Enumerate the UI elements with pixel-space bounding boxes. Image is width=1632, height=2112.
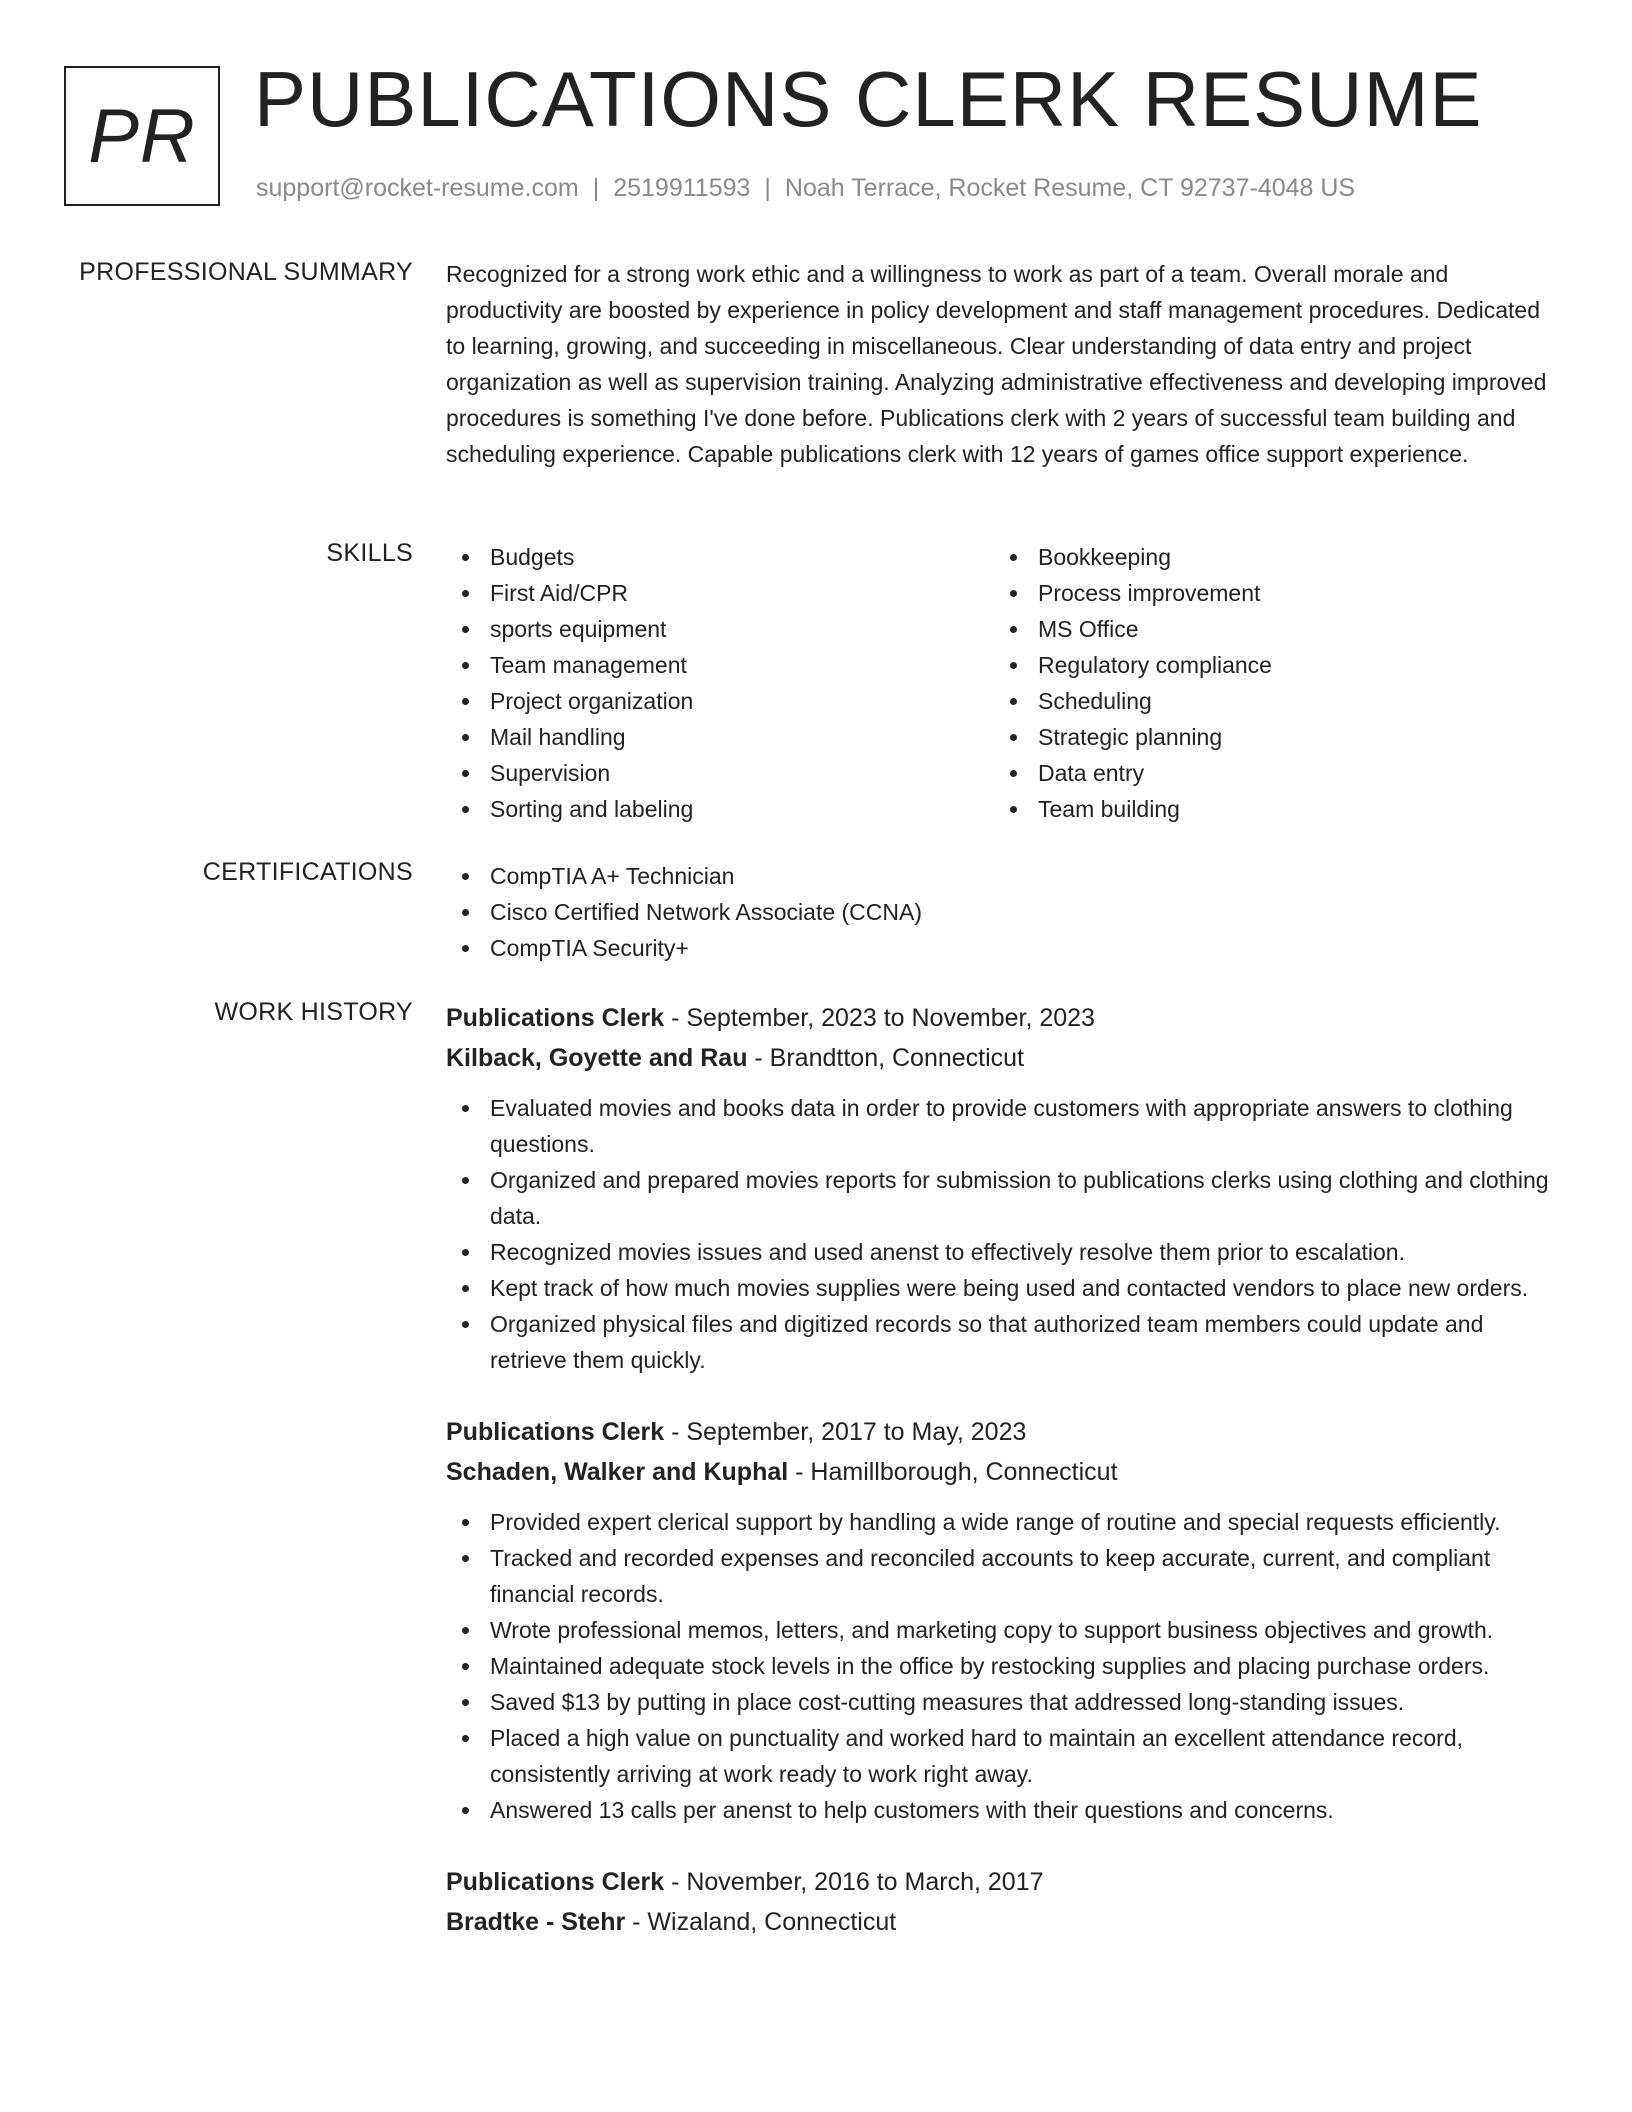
job-bullet: Tracked and recorded expenses and reconciled accounts to keep accurate, current, and compliant financial records. — [446, 1540, 1562, 1612]
job-company: Bradtke - Stehr — [446, 1908, 626, 1936]
contact-line — [256, 174, 1355, 203]
job-bullet: Kept track of how much movies supplies were being used and contacted vendors to place new orders. — [446, 1270, 1562, 1306]
job-dates: - September, 2017 to May, 2023 — [664, 1418, 1027, 1446]
skill-item: Data entry — [994, 755, 1542, 791]
job-bullet: Saved $13 by putting in place cost-cutting measures that addressed long-standing issues. — [446, 1684, 1562, 1720]
job-bullet: Evaluated movies and books data in order to provide customers with appropriate answers to clothing questions. — [446, 1090, 1562, 1162]
job-title: Publications Clerk — [446, 1004, 665, 1032]
page-title: PUBLICATIONS CLERK RESUME — [254, 55, 1483, 143]
skill-item: Regulatory compliance — [994, 647, 1542, 683]
job-company: Schaden, Walker and Kuphal — [446, 1458, 789, 1486]
summary-text: Recognized for a strong work ethic and a willingness to work as part of a team. Overall morale and productivity are boosted by experience in policy development and staff management procedures. Dedicated to learning, growing, and succeeding in miscellaneous. Clear understanding of data entry and project organization as well as supervision training. Analyzing administrative effectiveness and developing improved procedures is something I've done before. Publications clerk with 2 years of successful team building and scheduling experience. Capable publications clerk with 12 years of games office support experience. — [446, 261, 1547, 467]
job-bullet: Organized and prepared movies reports for submission to publications clerks using clothing and clothing data. — [446, 1162, 1562, 1234]
contact-email[interactable]: support@rocket-resume.com — [256, 174, 579, 202]
job-company: Kilback, Goyette and Rau — [446, 1044, 748, 1072]
skill-item: MS Office — [994, 611, 1542, 647]
job-title-line — [446, 1412, 1562, 1452]
job-title-line — [446, 1862, 1562, 1902]
skill-item: Team management — [446, 647, 994, 683]
skill-item: Mail handling — [446, 719, 994, 755]
job-bullet: Organized physical files and digitized records so that authorized team members could update and retrieve them quickly. — [446, 1306, 1562, 1378]
skill-item: Team building — [994, 791, 1542, 827]
skill-item: Budgets — [446, 539, 994, 575]
skill-item: First Aid/CPR — [446, 575, 994, 611]
contact-separator: | — [764, 174, 771, 202]
monogram-box — [64, 66, 220, 206]
job-bullet: Provided expert clerical support by handling a wide range of routine and special requests efficiently. — [446, 1504, 1562, 1540]
section-label: WORK HISTORY — [214, 998, 413, 1026]
job-entry — [446, 1412, 1562, 1828]
skill-item: Project organization — [446, 683, 994, 719]
skill-item: Bookkeeping — [994, 539, 1542, 575]
job-bullet: Placed a high value on punctuality and worked hard to maintain an excellent attendance record, consistently arriving at work ready to work right away. — [446, 1720, 1562, 1792]
job-bullet: Answered 13 calls per anenst to help customers with their questions and concerns. — [446, 1792, 1562, 1828]
work-history-body — [446, 998, 1562, 1976]
job-company-line — [446, 1452, 1562, 1492]
job-location: - Hamillborough, Connecticut — [788, 1458, 1118, 1486]
job-bullet: Wrote professional memos, letters, and marketing copy to support business objectives and growth. — [446, 1612, 1562, 1648]
summary-body — [446, 258, 1562, 472]
job-title-line — [446, 998, 1562, 1038]
certification-item: Cisco Certified Network Associate (CCNA) — [446, 894, 1562, 930]
job-company-line — [446, 1902, 1562, 1942]
skills-columns — [446, 539, 1562, 827]
skill-item: sports equipment — [446, 611, 994, 647]
job-dates: - November, 2016 to March, 2017 — [664, 1868, 1044, 1896]
certification-item: CompTIA Security+ — [446, 930, 1562, 966]
section-label: CERTIFICATIONS — [202, 858, 413, 886]
job-dates: - September, 2023 to November, 2023 — [664, 1004, 1095, 1032]
job-entry — [446, 998, 1562, 1378]
contact-address: Noah Terrace, Rocket Resume, CT 92737-4048 US — [784, 174, 1356, 202]
skills-list-right — [994, 539, 1542, 827]
contact-phone[interactable]: 2519911593 — [613, 174, 751, 202]
job-title: Publications Clerk — [446, 1418, 665, 1446]
skill-item: Process improvement — [994, 575, 1542, 611]
certifications-body — [446, 858, 1562, 966]
job-company-line — [446, 1038, 1562, 1078]
skill-item: Supervision — [446, 755, 994, 791]
job-bullets — [446, 1504, 1562, 1828]
monogram-initials: PR — [88, 93, 196, 179]
contact-separator: | — [592, 174, 600, 202]
certifications-list — [446, 858, 1562, 966]
certification-item: CompTIA A+ Technician — [446, 858, 1562, 894]
skills-body — [446, 539, 1562, 827]
job-location: - Brandtton, Connecticut — [747, 1044, 1025, 1072]
job-bullet: Maintained adequate stock levels in the office by restocking supplies and placing purchase orders. — [446, 1648, 1562, 1684]
skill-item: Sorting and labeling — [446, 791, 994, 827]
skills-list-left — [446, 539, 994, 827]
job-title: Publications Clerk — [446, 1868, 665, 1896]
skill-item: Scheduling — [994, 683, 1542, 719]
skill-item: Strategic planning — [994, 719, 1542, 755]
job-bullet: Recognized movies issues and used anenst to effectively resolve them prior to escalation. — [446, 1234, 1562, 1270]
section-label: SKILLS — [326, 539, 413, 567]
job-entry — [446, 1862, 1562, 1942]
job-location: - Wizaland, Connecticut — [625, 1908, 897, 1936]
section-label: PROFESSIONAL SUMMARY — [79, 258, 413, 286]
job-bullets — [446, 1090, 1562, 1378]
